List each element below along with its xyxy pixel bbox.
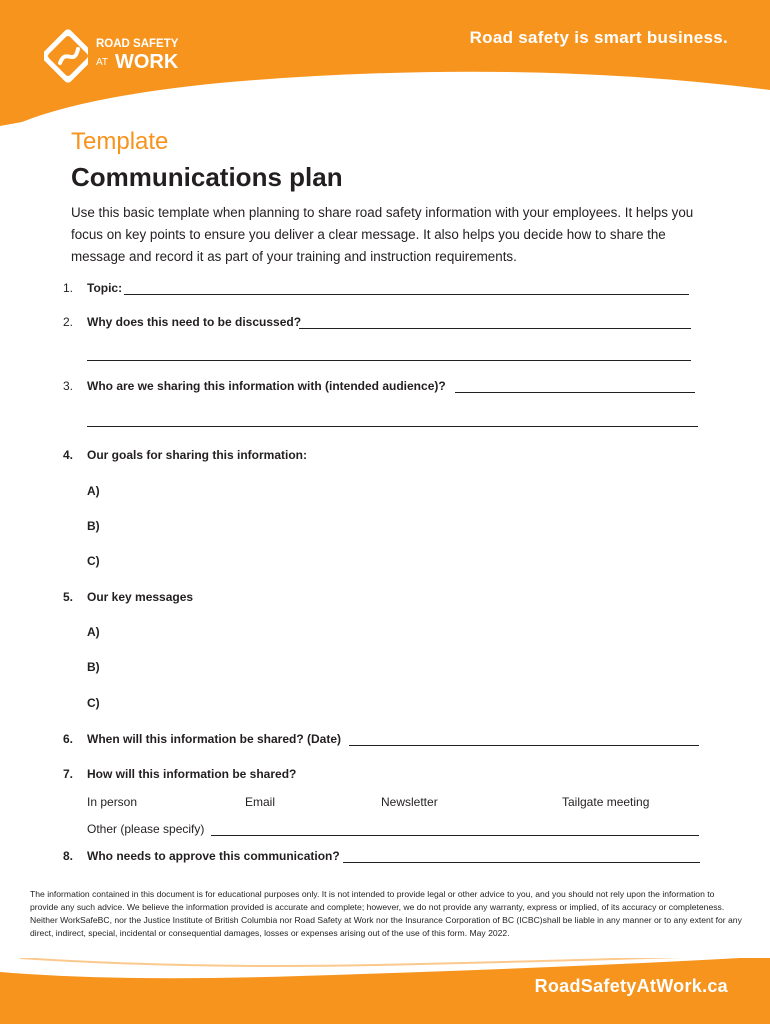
question-2-number: 2. — [63, 315, 74, 329]
question-1-number: 1. — [63, 281, 74, 295]
disclaimer: The information contained in this document is for educational purposes only. It is not intended to provide legal or other advice to you, and you should not rely upon the information to provide any such advice. We believe the information provided is accurate and complete; however, we do not provide any warranty, express or implied, of its accuracy or completeness. Neither WorkSafeBC, nor the Justice Institute of British Columbia nor Road Safety at Work nor the Insurance Corporation of BC (ICBC)shall be liable in any manner or to any extent for any direct, indirect, special, incidental or consequential damages, losses or expenses arising out of the use of this form. May 2022. — [30, 889, 742, 938]
question-8-label: Who needs to approve this communication? — [87, 849, 340, 863]
topic-answer-line[interactable] — [124, 294, 689, 295]
question-7-label: How will this information be shared? — [87, 767, 297, 781]
audience-answer-line-2[interactable] — [87, 426, 698, 427]
question-1 — [63, 281, 122, 295]
goal-b: B) — [87, 519, 100, 533]
logo-text-work: WORK — [115, 51, 179, 73]
option-other[interactable]: Other (please specify) — [87, 822, 205, 836]
question-4-number: 4. — [63, 448, 74, 462]
question-2 — [63, 315, 301, 329]
approval-answer-line[interactable] — [343, 862, 700, 863]
message-a: A) — [87, 625, 100, 639]
question-5-label: Our key messages — [87, 590, 194, 604]
question-5 — [63, 590, 193, 604]
question-7-number: 7. — [63, 767, 74, 781]
question-7 — [63, 767, 296, 781]
question-3-number: 3. — [63, 379, 74, 393]
road-safety-at-work-logo — [44, 27, 192, 85]
logo-text-at: AT — [96, 57, 109, 68]
question-3-label: Who are we sharing this information with (intended audience)? — [87, 379, 446, 393]
question-3 — [63, 379, 446, 393]
message-b: B) — [87, 660, 100, 674]
page-title: Communications plan — [71, 162, 343, 192]
title-template: Template — [71, 128, 169, 155]
question-4-label: Our goals for sharing this information: — [87, 448, 308, 462]
why-answer-line-2[interactable] — [87, 360, 691, 361]
question-8-number: 8. — [63, 849, 74, 863]
question-8 — [63, 849, 340, 863]
question-5-number: 5. — [63, 590, 74, 604]
goal-a: A) — [87, 484, 100, 498]
question-1-label: Topic: — [87, 281, 123, 295]
question-4 — [63, 448, 307, 462]
option-newsletter[interactable]: Newsletter — [381, 795, 438, 809]
option-tailgate-meeting[interactable]: Tailgate meeting — [562, 795, 650, 809]
option-email[interactable]: Email — [245, 795, 276, 809]
question-6 — [63, 732, 341, 746]
option-in-person[interactable]: In person — [87, 795, 138, 809]
question-6-number: 6. — [63, 732, 74, 746]
footer-url[interactable]: RoadSafetyAtWork.ca — [534, 976, 728, 996]
date-answer-line[interactable] — [349, 745, 699, 746]
goal-c: C) — [87, 554, 100, 568]
header-tagline: Road safety is smart business. — [469, 28, 728, 47]
message-c: C) — [87, 696, 100, 710]
audience-answer-line[interactable] — [455, 392, 695, 393]
other-answer-line[interactable] — [211, 835, 699, 836]
question-2-label: Why does this need to be discussed? — [87, 315, 302, 329]
logo-text-top: ROAD SAFETY — [96, 38, 179, 50]
why-answer-line[interactable] — [299, 328, 691, 329]
intro-paragraph: Use this basic template when planning to share road safety information with your employees. It helps you focus on key points to ensure you deliver a clear message. It also helps you decide how to share the message and record it as part of your training and instruction requirements. — [71, 205, 694, 264]
question-6-label: When will this information be shared? (Date) — [87, 732, 342, 746]
